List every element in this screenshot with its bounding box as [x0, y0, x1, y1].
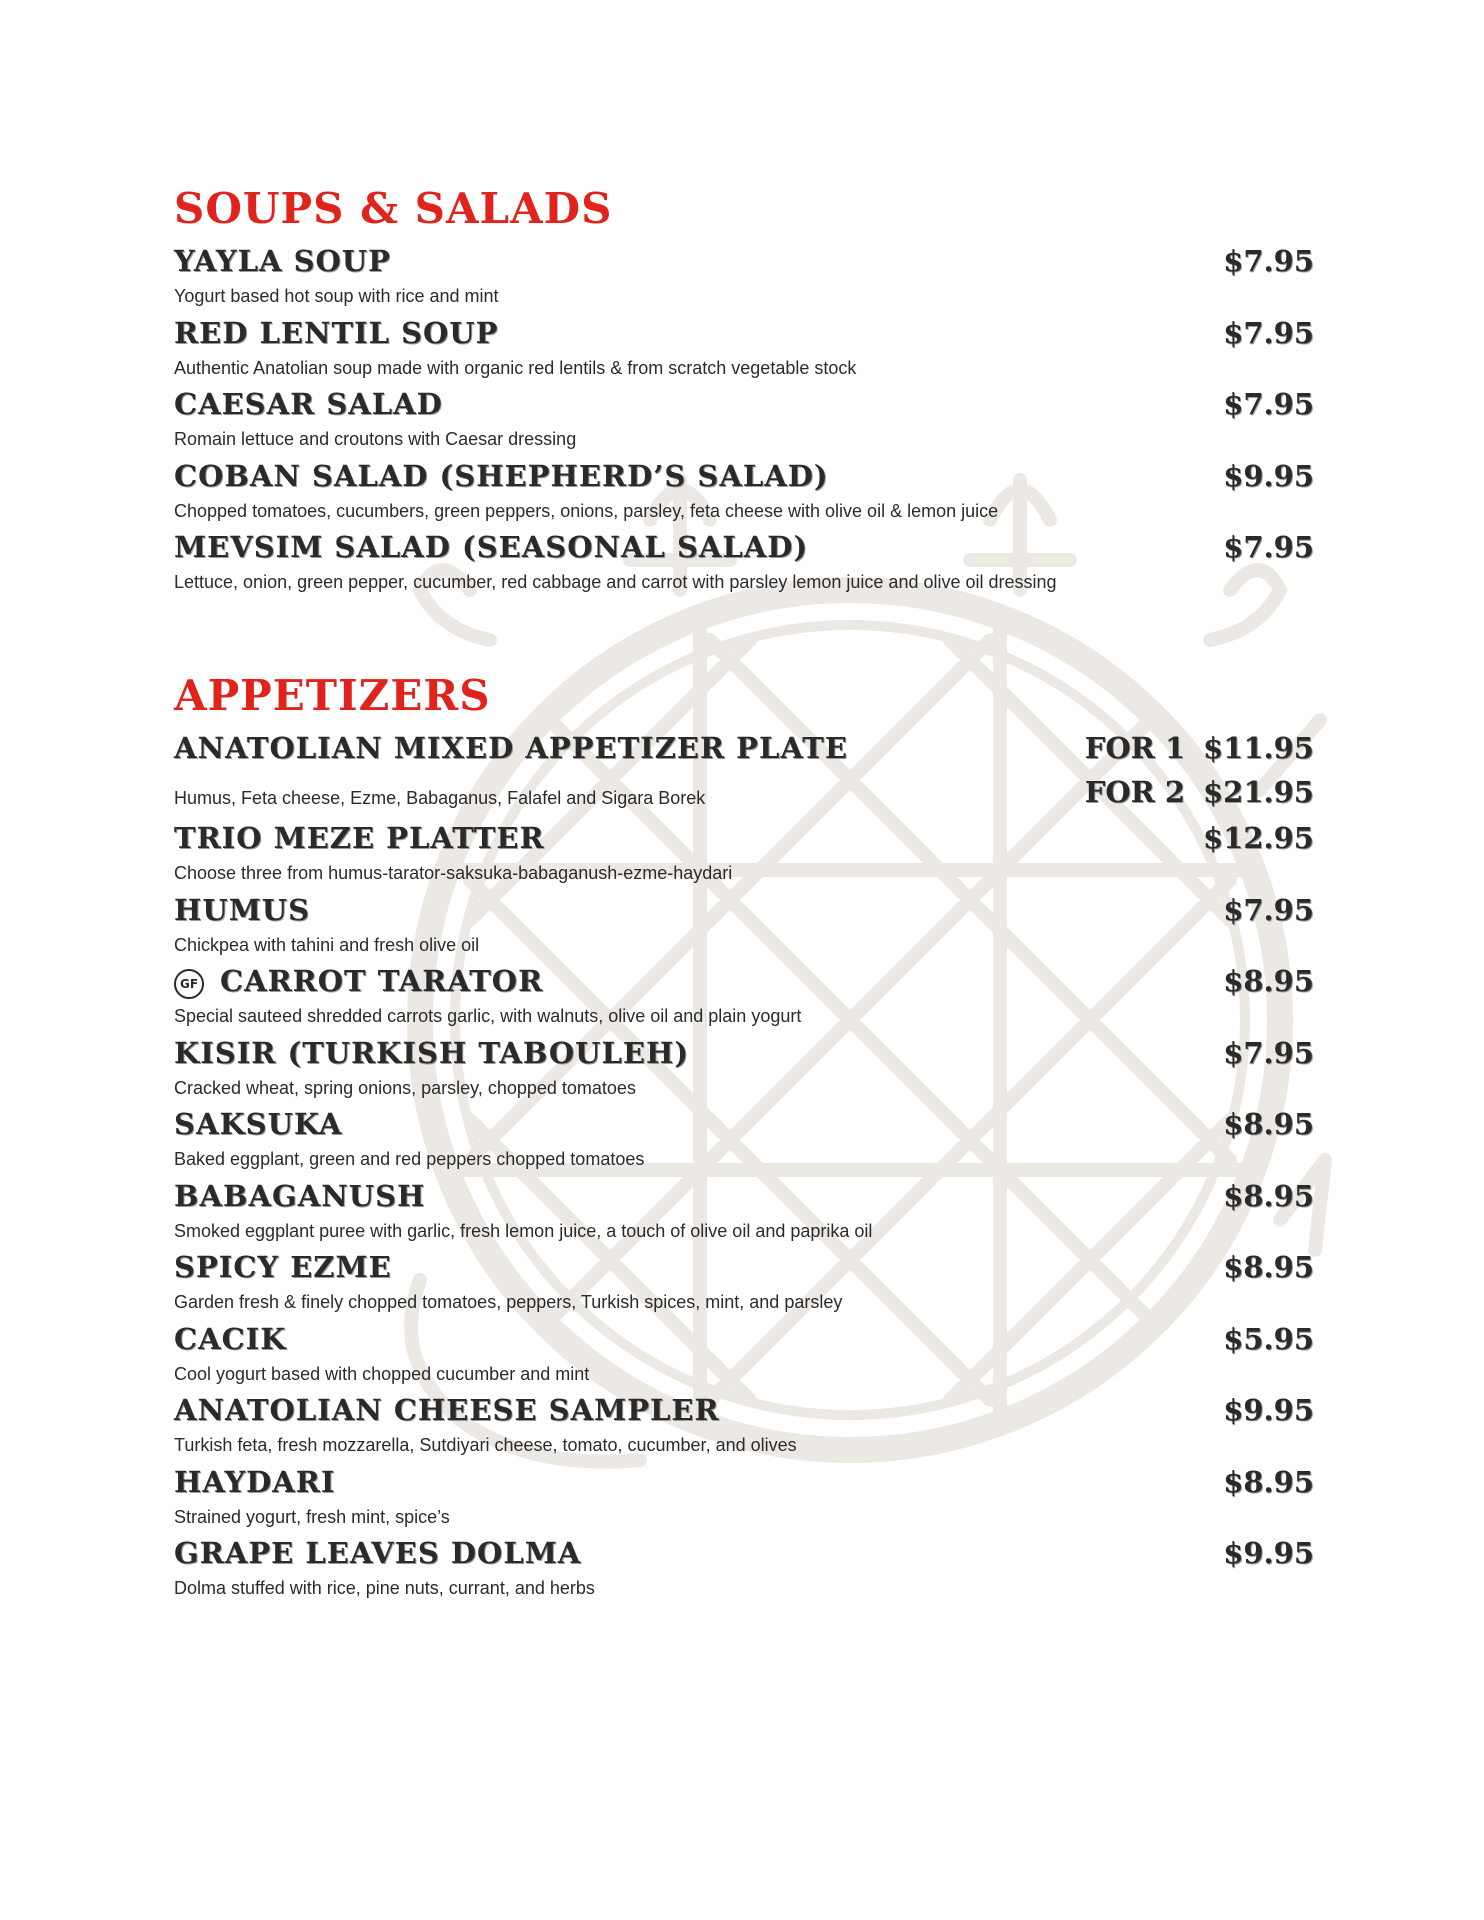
item-description: Strained yogurt, fresh mint, spice’s: [174, 1507, 450, 1527]
item-description: Authentic Anatolian soup made with organic red lentils & from scratch vegetable stock: [174, 358, 857, 378]
item-description: Special sauteed shredded carrots garlic, with walnuts, olive oil and plain yogurt: [174, 1006, 802, 1026]
item-description: Turkish feta, fresh mozzarella, Sutdiyari cheese, tomato, cucumber, and olives: [174, 1435, 797, 1455]
item-price: $7.95: [1223, 316, 1314, 350]
item-name: BABAGANUSH: [174, 1179, 426, 1213]
item-price: $5.95: [1223, 1322, 1314, 1356]
item-description: Baked eggplant, green and red peppers chopped tomatoes: [174, 1149, 645, 1169]
price-value-for-1: $11.95: [1203, 731, 1314, 765]
item-name: KISIR (TURKISH TABOULEH): [174, 1036, 690, 1070]
item-name: CACIK: [174, 1322, 287, 1356]
item-name-with-badge: [174, 966, 543, 999]
item-price: $8.95: [1223, 964, 1314, 998]
item-price: $7.95: [1223, 530, 1314, 564]
gluten-free-icon: GF: [174, 969, 204, 999]
item-description: Yogurt based hot soup with rice and mint: [174, 286, 499, 306]
item-name: ANATOLIAN CHEESE SAMPLER: [174, 1393, 720, 1427]
item-price: $8.95: [1223, 1179, 1314, 1213]
item-name: MEVSIM SALAD (SEASONAL SALAD): [174, 530, 809, 564]
item-price: $9.95: [1223, 1536, 1314, 1570]
item-name: SPICY EZME: [174, 1250, 392, 1284]
item-description: Choose three from humus-tarator-saksuka-babaganush-ezme-haydari: [174, 863, 733, 883]
item-price: $7.95: [1223, 893, 1314, 927]
item-price: $9.95: [1223, 459, 1314, 493]
item-price: $8.95: [1223, 1250, 1314, 1284]
item-price: $7.95: [1223, 1036, 1314, 1070]
item-name: GRAPE LEAVES DOLMA: [174, 1536, 582, 1570]
item-price: $8.95: [1223, 1465, 1314, 1499]
item-name: HAYDARI: [174, 1465, 336, 1499]
item-name: TRIO MEZE PLATTER: [174, 821, 545, 855]
item-name: YAYLA SOUP: [174, 244, 391, 278]
item-name: CAESAR SALAD: [174, 387, 443, 421]
size-label-for-1: FOR 1: [1084, 731, 1185, 765]
item-name: SAKSUKA: [174, 1107, 343, 1141]
item-price: $8.95: [1223, 1107, 1314, 1141]
item-price: $7.95: [1223, 244, 1314, 278]
item-name: COBAN SALAD (SHEPHERD’S SALAD): [174, 459, 829, 493]
item-name: CARROT TARATOR: [220, 964, 544, 998]
item-price: $7.95: [1223, 387, 1314, 421]
item-description: Romain lettuce and croutons with Caesar dressing: [174, 429, 577, 449]
item-description: Garden fresh & finely chopped tomatoes, peppers, Turkish spices, mint, and parsley: [174, 1292, 843, 1312]
item-price: $12.95: [1203, 821, 1314, 855]
price-for-1: [1085, 733, 1314, 765]
item-description: Humus, Feta cheese, Ezme, Babaganus, Falafel and Sigara Borek: [174, 788, 706, 808]
menu-page: [174, 0, 1314, 1920]
item-description: Lettuce, onion, green pepper, cucumber, red cabbage and carrot with parsley lemon juice and olive oil dressing: [174, 572, 1057, 592]
section-title-appetizers: APPETIZERS: [174, 671, 491, 720]
item-description: Chopped tomatoes, cucumbers, green peppers, onions, parsley, feta cheese with olive oil & lemon juice: [174, 501, 999, 521]
item-description: Dolma stuffed with rice, pine nuts, currant, and herbs: [174, 1578, 595, 1598]
item-price: $9.95: [1223, 1393, 1314, 1427]
price-value-for-2: $21.95: [1203, 775, 1314, 809]
item-description: Smoked eggplant puree with garlic, fresh lemon juice, a touch of olive oil and paprika oil: [174, 1221, 873, 1241]
item-name: HUMUS: [174, 893, 311, 927]
item-name: ANATOLIAN MIXED APPETIZER PLATE: [174, 731, 848, 765]
item-description: Chickpea with tahini and fresh olive oil: [174, 935, 480, 955]
price-for-2: [1085, 777, 1314, 809]
item-description: Cracked wheat, spring onions, parsley, chopped tomatoes: [174, 1078, 636, 1098]
item-description: Cool yogurt based with chopped cucumber and mint: [174, 1364, 590, 1384]
size-label-for-2: FOR 2: [1084, 775, 1185, 809]
item-name: RED LENTIL SOUP: [174, 316, 499, 350]
section-title-soups-salads: SOUPS & SALADS: [174, 184, 613, 233]
